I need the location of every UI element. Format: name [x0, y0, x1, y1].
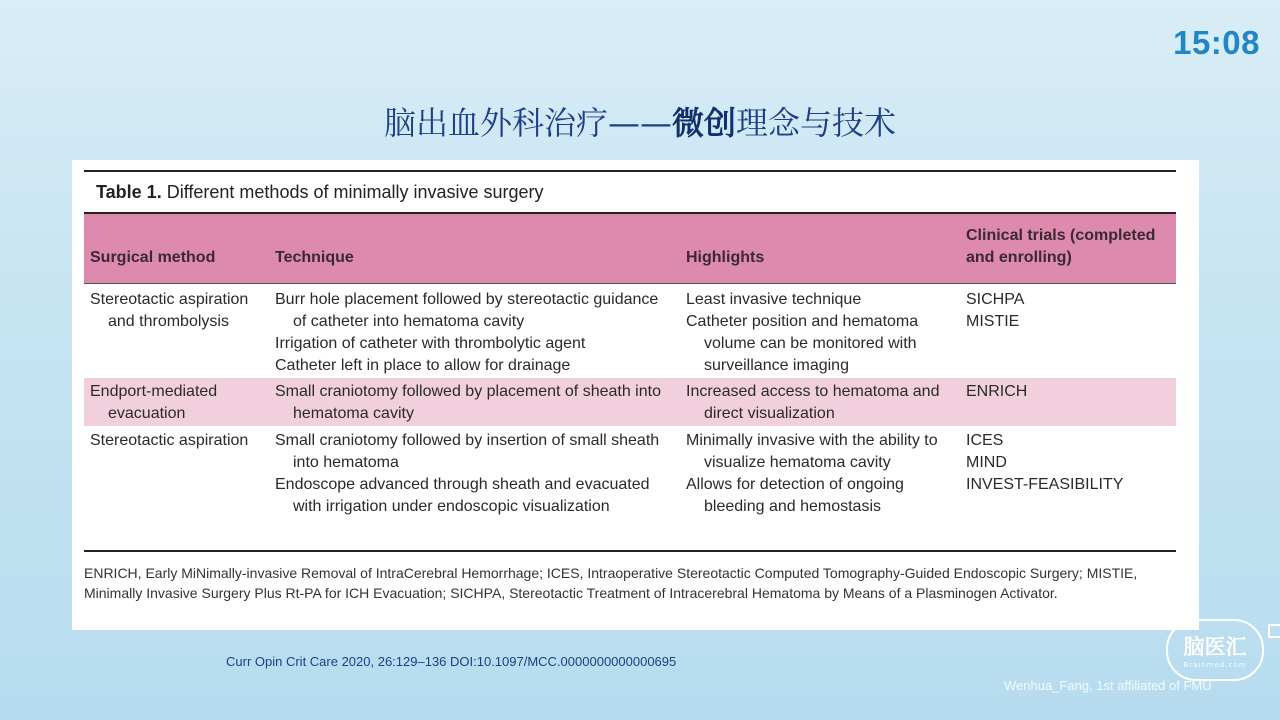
row3-trial-3: INVEST-FEASIBILITY — [966, 476, 1124, 493]
row3-highlight-1: Minimally invasive with the ability to visualize hematoma cavity — [686, 432, 938, 471]
row2-method: Endport-mediated evacuation — [90, 383, 218, 422]
row3-trial-2: MIND — [966, 454, 1007, 471]
row2-trials — [966, 381, 1166, 403]
row1-trials — [966, 289, 1166, 333]
row2-trial-1: ENRICH — [966, 383, 1028, 400]
row1-trial-2: MISTIE — [966, 313, 1020, 330]
table-row — [90, 289, 270, 333]
table-footnote: ENRICH, Early MiNimally-invasive Removal of IntraCerebral Hemorrhage; ICES, Intraoperative Stereotactic Computed Tomography-Guided Endoscopic Surgery; MISTIE, Minimally Invasive Surgery Plus Rt-PA for ICH Evacuation; SICHPA, Stereotactic Treatment of Intracerebral Hematoma by Means of a Plasminogen Activator. — [84, 565, 1138, 601]
row2-highlights — [686, 381, 956, 425]
clock: 15:08 — [1173, 24, 1260, 61]
header-clinical-trials: Clinical trials (completed and enrolling) — [966, 227, 1156, 266]
row3-technique — [275, 430, 675, 518]
row1-technique-3: Catheter left in place to allow for drainage — [275, 357, 571, 374]
row1-highlight-1: Least invasive technique — [686, 291, 862, 308]
row1-technique-2: Irrigation of catheter with thrombolytic agent — [275, 335, 586, 352]
row1-technique — [275, 289, 675, 377]
logo-text: 脑医汇 — [1183, 635, 1247, 659]
table-top-rule — [84, 170, 1176, 172]
row1-method: Stereotactic aspiration and thrombolysis — [90, 291, 249, 330]
table-row — [90, 381, 270, 425]
table-header-bottom-rule — [84, 283, 1176, 284]
header-technique: Technique — [275, 249, 354, 266]
table-row — [90, 430, 270, 452]
watermark: Wenhua_Fang, 1st affiliated of FMU — [1004, 678, 1212, 693]
row2-technique-1: Small craniotomy followed by placement of sheath into hematoma cavity — [275, 383, 661, 422]
exit-icon[interactable] — [1268, 624, 1280, 638]
row3-highlights — [686, 430, 956, 518]
row1-technique-1: Burr hole placement followed by stereotactic guidance of catheter into hematoma cavity — [275, 291, 659, 330]
slide-title-prefix: 脑出血外科治疗—— — [383, 104, 672, 142]
slide-title-emphasis: 微创 — [671, 104, 736, 142]
table-caption — [96, 182, 544, 203]
slide-title-suffix: 理念与技术 — [736, 104, 897, 142]
table-caption-label: Table 1. — [96, 182, 162, 202]
citation: Curr Opin Crit Care 2020, 26:129–136 DOI:10.1097/MCC.0000000000000695 — [226, 654, 677, 669]
brainmed-logo — [1166, 619, 1264, 681]
row2-technique — [275, 381, 675, 425]
row1-trial-1: SICHPA — [966, 291, 1025, 308]
header-surgical-method: Surgical method — [90, 249, 216, 266]
row3-technique-1: Small craniotomy followed by insertion of small sheath into hematoma — [275, 432, 660, 471]
row1-highlights — [686, 289, 956, 377]
row3-method: Stereotactic aspiration — [90, 432, 249, 449]
row3-highlight-2: Allows for detection of ongoing bleeding and hemostasis — [686, 476, 904, 515]
row3-trials — [966, 430, 1166, 496]
slide-title — [0, 98, 1280, 144]
row3-technique-2: Endoscope advanced through sheath and evacuated with irrigation under endoscopic visualization — [275, 476, 650, 515]
table-panel — [72, 160, 1199, 630]
table-caption-text: Different methods of minimally invasive surgery — [166, 182, 544, 202]
header-highlights: Highlights — [686, 249, 765, 266]
logo-subtext: Brainmed.com — [1183, 661, 1247, 669]
row1-highlight-2: Catheter position and hematoma volume can be monitored with surveillance imaging — [686, 313, 919, 374]
table-bottom-rule — [84, 550, 1176, 552]
row3-trial-1: ICES — [966, 432, 1004, 449]
row2-highlight-1: Increased access to hematoma and direct visualization — [686, 383, 940, 422]
